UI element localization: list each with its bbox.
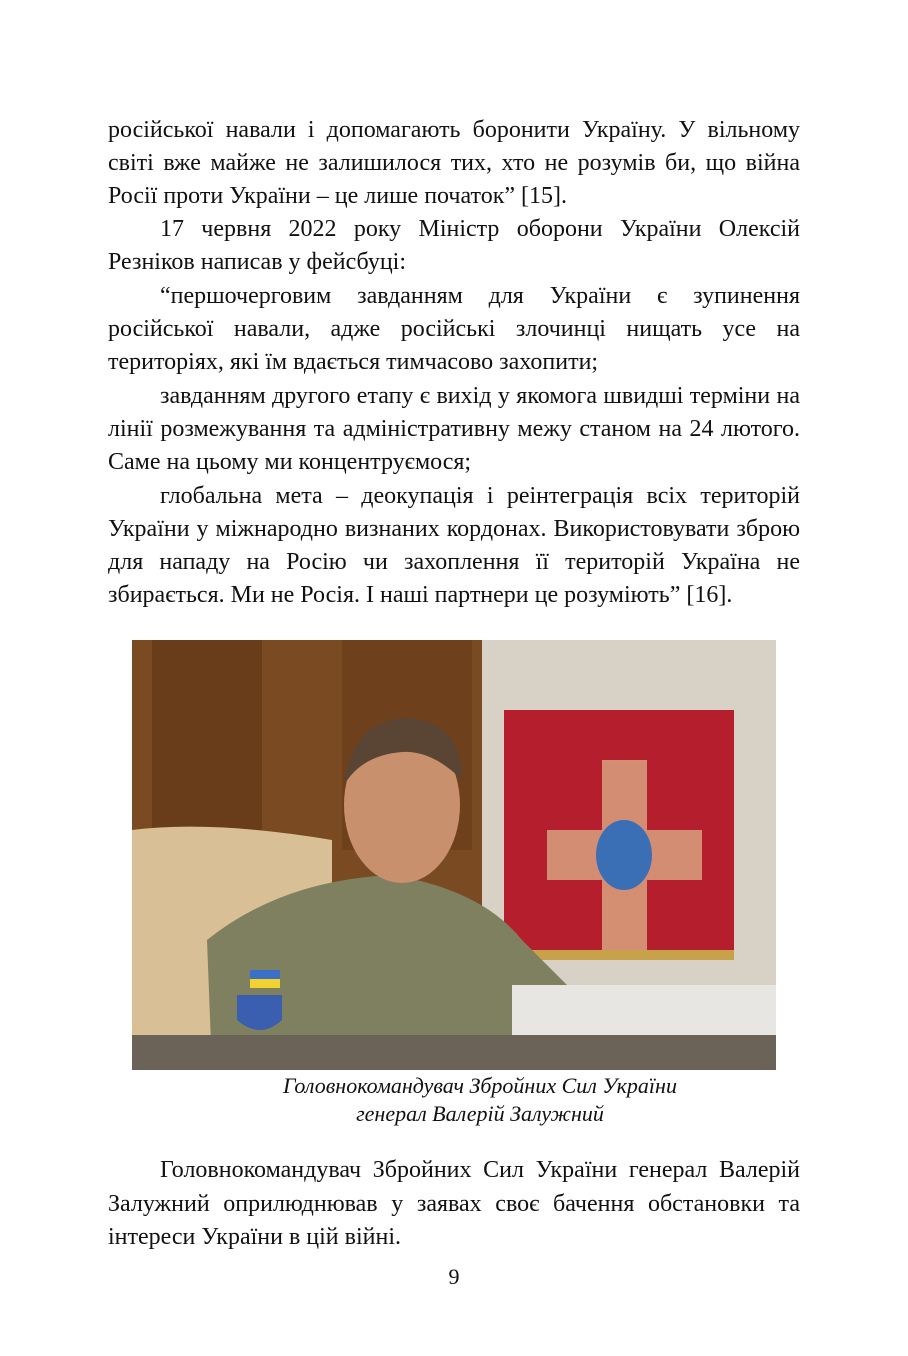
text-line: Резніков написав у фейсбуці: [108, 249, 407, 275]
text-line: територіях, які їм вдається тимчасово захопити; [108, 349, 599, 375]
text-line: для нападу на Росію чи захоплення її територій Україна не [108, 549, 800, 575]
text-line: російської навали, адже російські злочинці нищать усе на [108, 316, 800, 342]
text-line: “першочерговим завданням для України є зупинення [160, 283, 800, 309]
text-line: 17 червня 2022 року Міністр оборони України Олексій [160, 216, 800, 242]
photo-caption-line-1: Головнокомандувач Збройних Сил України [283, 1073, 677, 1098]
text-line: російської навали і допомагають боронити Україну. У вільному [108, 117, 800, 143]
text-line: України у міжнародно визнаних кордонах. Використовувати зброю [108, 516, 800, 542]
text-line: Залужний оприлюднював у заявах своє бачення обстановки та [108, 1191, 800, 1217]
desk [132, 1035, 776, 1070]
text-line: глобальна мета – деокупація і реінтеграція всіх територій [160, 483, 800, 509]
photo-caption-line-2: генерал Валерій Залужний [356, 1101, 604, 1126]
text-line: лінії розмежування та адміністративну межу станом на 24 лютого. [108, 416, 800, 442]
text-line: Головнокомандувач Збройних Сил України генерал Валерій [160, 1157, 800, 1183]
text-line: Росії проти України – це лише початок” [15]. [108, 183, 567, 209]
text-line: Саме на цьому ми концентруємося; [108, 449, 472, 475]
text-line: збирається. Ми не Росія. І наші партнери це розуміють” [16]. [108, 582, 733, 608]
documents [512, 985, 776, 1035]
general-portrait-photo [132, 640, 776, 1070]
text-line: світі вже майже не залишилося тих, хто не розумів би, що війна [108, 150, 800, 176]
text-line: інтереси України в цій війні. [108, 1224, 401, 1250]
page-number: 9 [448, 1264, 460, 1289]
text-line: завданням другого етапу є вихід у якомога швидші терміни на [160, 383, 800, 409]
